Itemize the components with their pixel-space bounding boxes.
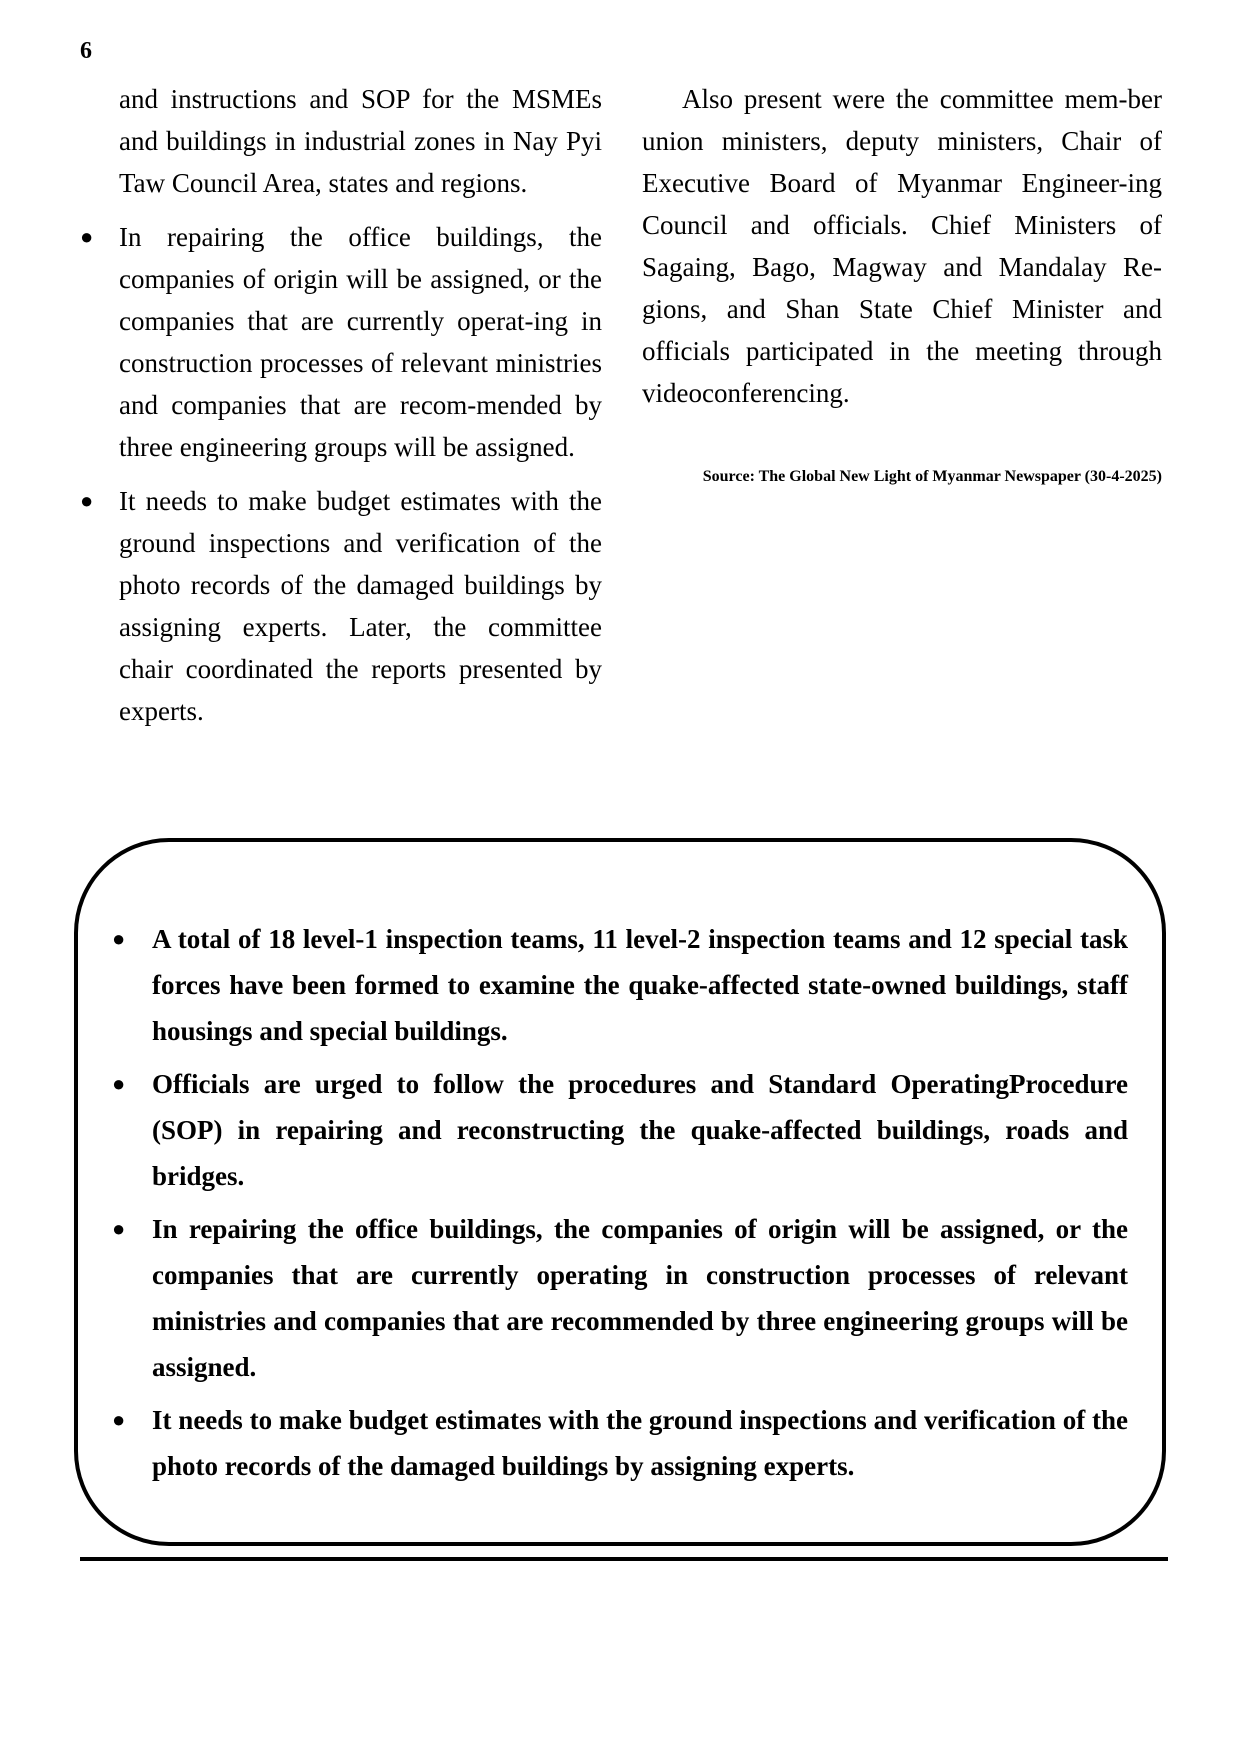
highlight-box — [74, 838, 1166, 1546]
page-number: 6 — [80, 38, 92, 64]
left-column — [80, 78, 602, 732]
list-item-text: A total of 18 level-1 inspection teams, 11 level-2 inspection teams and 12 special task forces have been formed to examine the quake-affected state-owned buildings, staff housings and special buildings. — [152, 924, 1128, 1046]
right-column — [642, 78, 1162, 488]
continuation-paragraph: and instructions and SOP for the MSMEs and buildings in industrial zones in Nay Pyi Taw Council Area, states and regions. — [119, 84, 602, 198]
source-citation: Source: The Global New Light of Myanmar Newspaper (30-4-2025) — [702, 468, 1162, 485]
bullet-icon: ● — [112, 926, 126, 951]
list-item — [112, 916, 1128, 1054]
bottom-rule — [80, 1557, 1168, 1561]
list-item-text: It needs to make budget estimates with the ground inspections and verification of the photo records of the damaged buildings by assigning experts. — [152, 1405, 1128, 1481]
list-item-text: It needs to make budget estimates with the ground inspections and verification of the photo records of the damaged buildings by assigning experts. Later, the committee chair coordinated the reports presented by experts. — [119, 486, 602, 726]
highlight-bullet-list — [112, 916, 1128, 1496]
bullet-icon: ● — [112, 1216, 126, 1241]
bullet-icon: ● — [112, 1407, 126, 1432]
list-item — [112, 1397, 1128, 1489]
bullet-icon: ● — [112, 1071, 126, 1096]
attendance-paragraph: Also present were the committee mem-ber union ministers, deputy ministers, Chair of Executive Board of Myanmar Engineer-ing Council and officials. Chief Ministers of Sagaing, Bago, Magway and Mandalay Re-gions, and Shan State Chief Minister and officials participated in the meeting through videoconferencing. — [642, 84, 1162, 408]
list-item — [112, 1061, 1128, 1199]
bullet-icon: ● — [80, 488, 94, 513]
list-item — [112, 1206, 1128, 1390]
list-item-text: Officials are urged to follow the procedures and Standard OperatingProcedure (SOP) in repairing and reconstructing the quake-affected buildings, roads and bridges. — [152, 1069, 1128, 1191]
bullet-icon: ● — [80, 224, 94, 249]
list-item-text: In repairing the office buildings, the companies of origin will be assigned, or the companies that are currently operat-ing in construction processes of relevant ministries and companies that are recom-mended by three engineering groups will be assigned. — [119, 222, 602, 462]
list-item — [80, 480, 602, 732]
list-item-text: In repairing the office buildings, the companies of origin will be assigned, or the companies that are currently operating in construction processes of relevant ministries and companies that are recommended by three engineering groups will be assigned. — [152, 1214, 1128, 1382]
list-item — [80, 216, 602, 468]
left-bullet-list — [80, 216, 602, 732]
